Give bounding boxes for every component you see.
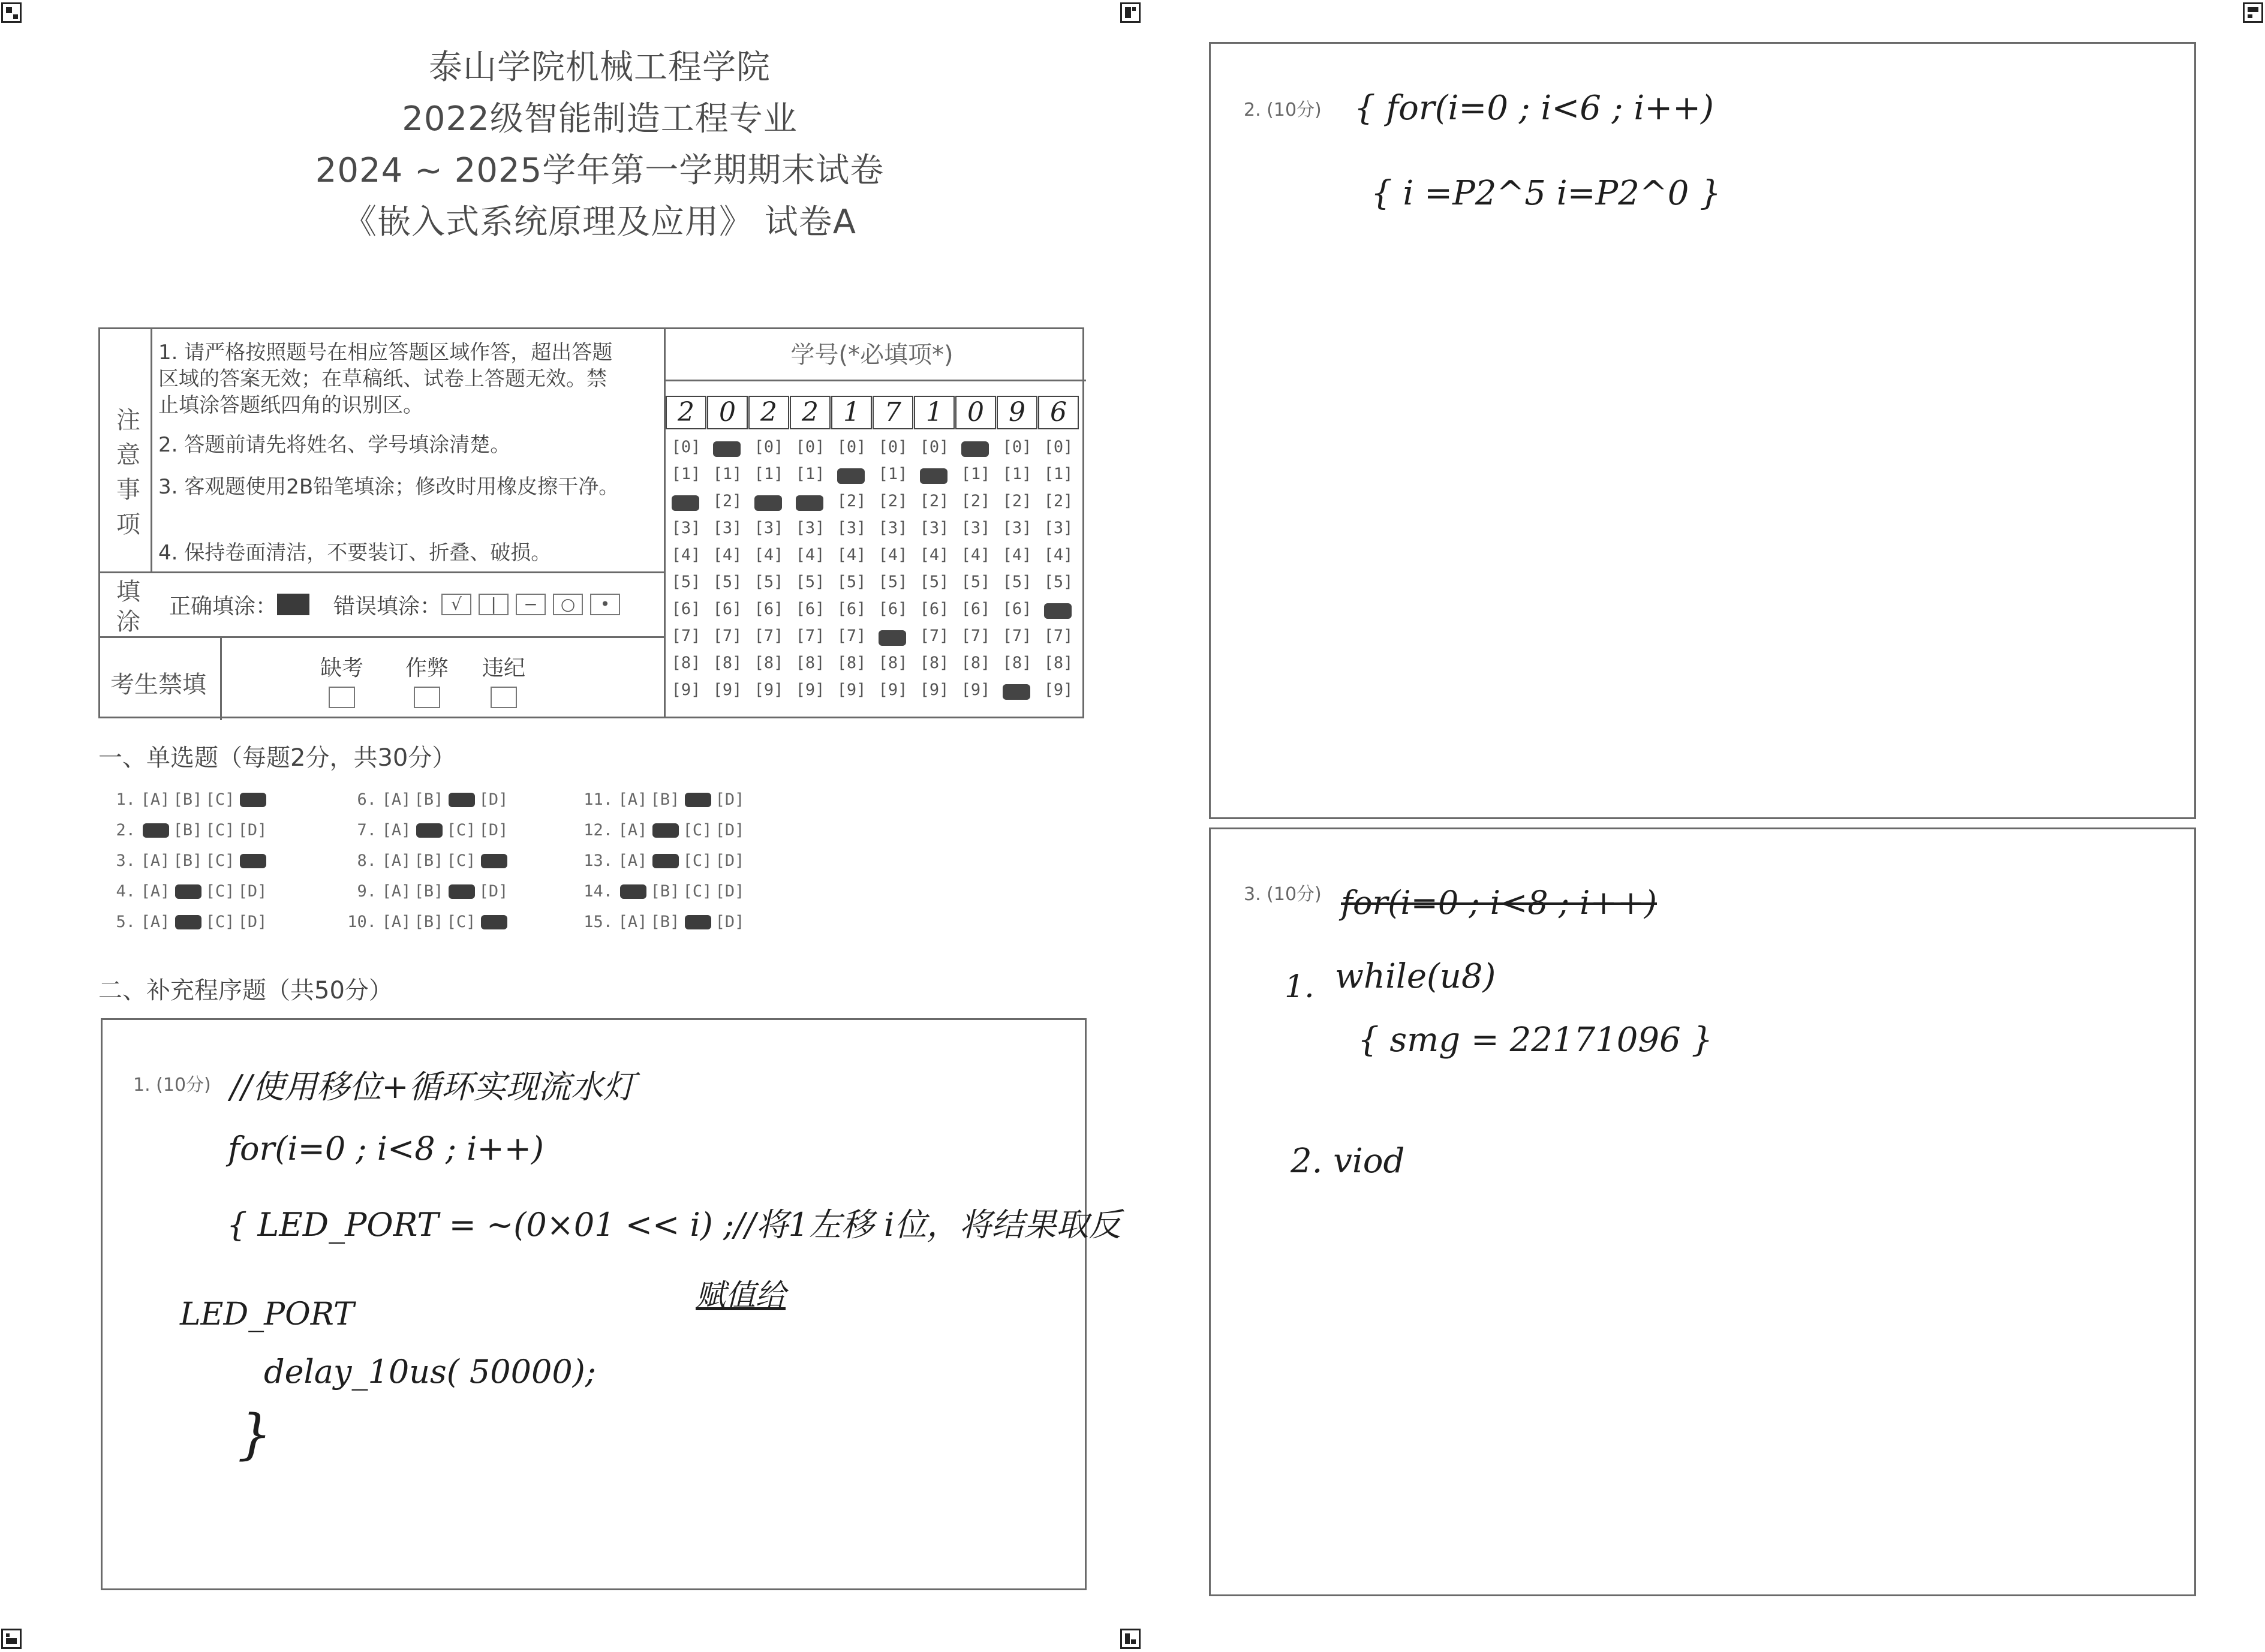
q1-line-4: 赋值给 [696, 1278, 786, 1313]
fill-label: 填涂 [116, 578, 140, 636]
student-id-bubble[interactable]: [7] [961, 627, 991, 645]
student-id-bubble[interactable]: [9] [919, 681, 949, 699]
mc-option-c[interactable] [445, 790, 477, 809]
q3-number: 3. (10分) [1244, 884, 1322, 905]
mc-option-a[interactable]: [A] [140, 851, 170, 870]
student-id-bubble[interactable]: [3] [1043, 519, 1073, 537]
student-id-bubble[interactable]: [1] [1002, 465, 1032, 483]
student-id-bubble[interactable]: [8] [961, 654, 991, 672]
mc-option-d[interactable]: [D] [479, 882, 509, 901]
q2-line-2: { i =P2^5 i=P2^0 } [1371, 174, 1721, 213]
student-id-bubble[interactable]: [9] [1043, 681, 1073, 699]
student-id-bubble[interactable] [831, 465, 872, 483]
answer-box-q2 [1209, 42, 2196, 819]
mc-question-number: 3. [116, 851, 136, 870]
q1-line-5: LED_PORT [180, 1296, 354, 1332]
mc-question-number: 12. [583, 821, 613, 839]
forbid-violation-checkbox[interactable] [491, 687, 517, 708]
q1-line-1: //使用移位+循环实现流水灯 [230, 1068, 636, 1106]
mc-option-c[interactable]: [C] [446, 913, 476, 931]
q2-number: 2. (10分) [1244, 100, 1322, 121]
student-id-bubble[interactable]: [4] [961, 546, 991, 564]
student-id-bubble[interactable] [707, 438, 748, 456]
student-id-bubble[interactable]: [5] [919, 573, 949, 591]
student-id-bubble[interactable] [748, 492, 789, 510]
mc-option-b[interactable] [172, 882, 204, 901]
student-id-bubble[interactable]: [4] [795, 546, 825, 564]
notice-label: 注意事项 [116, 407, 140, 538]
notice-item-4: 4. 保持卷面清洁，不要装订、折叠、破损。 [158, 541, 552, 565]
q1-line-2: for(i=0 ; i<8 ; i++) [228, 1130, 545, 1167]
mc-question [339, 913, 510, 931]
mc-option-c[interactable]: [C] [446, 851, 476, 870]
q1-number: 1. (10分) [133, 1075, 211, 1096]
student-id-bubble[interactable]: [9] [754, 681, 784, 699]
student-id-bubble[interactable]: [0] [754, 438, 784, 456]
mc-option-a[interactable]: [A] [140, 790, 170, 809]
forbid-absent-label: 缺考 [320, 656, 363, 681]
student-id-bubble[interactable]: [7] [754, 627, 784, 645]
mc-option-b[interactable]: [B] [173, 790, 203, 809]
student-id-bubble[interactable]: [0] [671, 438, 701, 456]
mc-option-c[interactable]: [C] [682, 851, 712, 870]
mc-option-c[interactable]: [C] [446, 821, 476, 839]
student-id-bubble[interactable]: [3] [878, 519, 908, 537]
mc-question-number: 8. [357, 851, 377, 870]
student-id-digit-5: 1 [831, 396, 872, 429]
student-id-bubble[interactable]: [5] [1043, 573, 1073, 591]
student-id-bubble[interactable]: [4] [754, 546, 784, 564]
mc-option-d[interactable]: [D] [479, 790, 509, 809]
student-id-bubble[interactable]: [1] [671, 465, 701, 483]
student-id-bubble[interactable]: [6] [1002, 600, 1032, 618]
student-id-bubble[interactable]: [9] [878, 681, 908, 699]
mc-option-c[interactable]: [C] [682, 882, 712, 901]
mc-option-a[interactable]: [A] [381, 913, 411, 931]
mc-question [98, 913, 269, 931]
student-id-bubble[interactable]: [6] [671, 600, 701, 618]
student-id-bubble[interactable]: [4] [1043, 546, 1073, 564]
student-id-bubble[interactable]: [8] [1043, 654, 1073, 672]
mc-question-number: 7. [357, 821, 377, 839]
mc-option-c[interactable]: [C] [205, 882, 235, 901]
student-id-bubble[interactable] [1038, 600, 1079, 618]
student-id-title: 学号(*必填项*) [790, 341, 953, 369]
mc-option-b[interactable]: [B] [650, 790, 680, 809]
student-id-bubble[interactable]: [2] [878, 492, 908, 510]
student-id-bubble[interactable]: [0] [795, 438, 825, 456]
mc-question [576, 851, 746, 870]
fill-wrong-mark-circle: ○ [553, 594, 583, 615]
mc-option-c[interactable]: [C] [205, 790, 235, 809]
student-id-bubble[interactable]: [3] [671, 519, 701, 537]
mc-question-number: 5. [116, 913, 136, 931]
student-id-bubble[interactable]: [7] [795, 627, 825, 645]
student-id-bubble[interactable] [790, 492, 831, 510]
student-id-bubble[interactable]: [3] [712, 519, 742, 537]
student-id-bubble[interactable]: [5] [837, 573, 867, 591]
mc-question [576, 790, 746, 809]
corner-mark-top-left-icon [1, 2, 22, 23]
mc-option-d[interactable]: [D] [237, 821, 267, 839]
mc-option-b[interactable]: [B] [650, 882, 680, 901]
student-id-bubble[interactable]: [2] [712, 492, 742, 510]
mc-option-b[interactable] [413, 821, 445, 839]
student-id-bubble[interactable]: [3] [795, 519, 825, 537]
header-line-3: 2024 ~ 2025学年第一学期期末试卷 [315, 151, 885, 190]
student-id-bubble[interactable]: [1] [754, 465, 784, 483]
fill-correct-label: 正确填涂： [169, 594, 278, 619]
mc-option-b[interactable]: [B] [173, 851, 203, 870]
student-id-bubble[interactable] [955, 438, 996, 456]
forbid-absent[interactable] [312, 651, 372, 708]
mc-option-d[interactable]: [D] [715, 913, 745, 931]
q3-line-2: while(u8) [1335, 957, 1496, 996]
student-id-bubble[interactable]: [9] [795, 681, 825, 699]
student-id-bubble[interactable]: [8] [1002, 654, 1032, 672]
student-id-bubble[interactable] [914, 465, 955, 483]
q3-line-4: 2. viod [1291, 1142, 1405, 1181]
student-id-bubble[interactable]: [8] [837, 654, 867, 672]
header-line-4: 《嵌入式系统原理及应用》 试卷A [342, 203, 857, 242]
student-id-digit-2: 0 [707, 396, 748, 429]
student-id-digit-3: 2 [748, 396, 789, 429]
fill-wrong-mark-bar: | [479, 594, 509, 615]
q1-line-7: } [237, 1403, 272, 1466]
student-id-bubble[interactable]: [5] [878, 573, 908, 591]
mc-question-number: 10. [347, 913, 377, 931]
student-id-bubble[interactable]: [6] [878, 600, 908, 618]
forbid-violation-label: 违纪 [482, 656, 525, 681]
mc-option-c[interactable] [681, 790, 714, 809]
mc-option-d[interactable] [477, 913, 510, 931]
student-id-bubble[interactable]: [7] [1043, 627, 1073, 645]
fill-correct-mark [277, 594, 309, 615]
mc-option-a[interactable]: [A] [618, 821, 648, 839]
student-id-bubble[interactable]: [5] [961, 573, 991, 591]
mc-question [98, 882, 269, 901]
student-id-bubble[interactable]: [1] [878, 465, 908, 483]
q2-line-1: { for(i=0 ; i<6 ; i++) [1354, 89, 1714, 128]
student-id-bubble[interactable]: [5] [754, 573, 784, 591]
notice-item-3: 3. 客观题使用2B铅笔填涂；修改时用橡皮擦干净。 [158, 475, 619, 499]
mc-question-number: 13. [583, 851, 613, 870]
mc-option-d[interactable]: [D] [715, 821, 745, 839]
mc-option-a[interactable]: [A] [618, 913, 648, 931]
fill-wrong-label: 错误填涂： [333, 594, 442, 619]
student-id-bubble[interactable]: [6] [712, 600, 742, 618]
student-id-bubble[interactable]: [9] [837, 681, 867, 699]
student-id-bubble[interactable]: [0] [837, 438, 867, 456]
student-id-bubble[interactable]: [1] [961, 465, 991, 483]
mc-question [339, 851, 510, 870]
student-id-bubble[interactable]: [0] [919, 438, 949, 456]
student-id-bubble[interactable]: [2] [837, 492, 867, 510]
student-id-bubble[interactable]: [4] [1002, 546, 1032, 564]
student-id-bubble[interactable]: [9] [961, 681, 991, 699]
header-line-2: 2022级智能制造工程专业 [402, 100, 798, 139]
student-id-bubble[interactable]: [3] [919, 519, 949, 537]
mc-option-c[interactable]: [C] [682, 821, 712, 839]
mc-option-d[interactable]: [D] [715, 790, 745, 809]
mc-option-a[interactable]: [A] [618, 790, 648, 809]
student-id-bubble[interactable]: [1] [1043, 465, 1073, 483]
student-id-bubble[interactable]: [4] [671, 546, 701, 564]
mc-option-b[interactable]: [B] [414, 882, 444, 901]
mc-option-a[interactable]: [A] [618, 851, 648, 870]
corner-mark-top-middle-icon [1120, 2, 1141, 23]
mc-question [576, 882, 746, 901]
mc-option-d[interactable] [477, 851, 510, 870]
fill-wrong-mark-check: √ [441, 594, 471, 615]
student-id-bubble[interactable]: [0] [1043, 438, 1073, 456]
mc-question-number: 9. [357, 882, 377, 901]
mc-option-a[interactable] [616, 882, 649, 901]
mc-option-d[interactable]: [D] [715, 882, 745, 901]
student-id-bubble[interactable] [997, 681, 1037, 699]
mc-option-b[interactable] [172, 913, 204, 931]
mc-option-c[interactable]: [C] [205, 913, 235, 931]
mc-option-c[interactable] [681, 913, 714, 931]
mc-question-number: 11. [583, 790, 613, 809]
student-id-bubble[interactable]: [3] [1002, 519, 1032, 537]
mc-option-b[interactable]: [B] [414, 790, 444, 809]
mc-option-d[interactable]: [D] [715, 851, 745, 870]
mc-option-a[interactable]: [A] [381, 821, 411, 839]
mc-option-a[interactable]: [A] [140, 913, 170, 931]
forbid-absent-checkbox[interactable] [329, 687, 355, 708]
student-id-bubble[interactable]: [1] [795, 465, 825, 483]
mc-question [98, 821, 269, 839]
fill-example-row [169, 591, 627, 618]
mc-question [339, 790, 510, 809]
mc-option-c[interactable]: [C] [205, 821, 235, 839]
student-id-bubble[interactable]: [8] [671, 654, 701, 672]
mc-option-a[interactable] [139, 821, 172, 839]
student-id-bubble[interactable]: [1] [712, 465, 742, 483]
forbid-cheat-label: 作弊 [405, 656, 449, 681]
forbid-cheat-checkbox[interactable] [414, 687, 440, 708]
student-id-bubble[interactable]: [6] [795, 600, 825, 618]
student-id-bubble[interactable]: [8] [712, 654, 742, 672]
student-id-digit-8: 0 [955, 396, 996, 429]
student-id-digit-7: 1 [914, 396, 955, 429]
mc-question-number: 14. [583, 882, 613, 901]
mc-option-b[interactable] [649, 851, 681, 870]
answer-box-q3 [1209, 827, 2196, 1596]
mc-option-d[interactable]: [D] [237, 882, 267, 901]
mc-option-a[interactable]: [A] [381, 790, 411, 809]
student-id-bubble[interactable]: [8] [754, 654, 784, 672]
student-id-bubble[interactable]: [6] [961, 600, 991, 618]
student-id-bubble[interactable]: [6] [837, 600, 867, 618]
student-id-bubble[interactable]: [4] [919, 546, 949, 564]
mc-option-d[interactable] [236, 790, 269, 809]
fill-wrong-mark-dot: • [590, 594, 620, 615]
forbid-cheat[interactable] [397, 651, 457, 708]
student-id-digit-1: 2 [666, 396, 706, 429]
mc-question [98, 790, 269, 809]
student-id-bubble[interactable]: [6] [754, 600, 784, 618]
student-id-bubble[interactable]: [8] [795, 654, 825, 672]
student-id-bubble[interactable]: [5] [1002, 573, 1032, 591]
mc-question-number: 4. [116, 882, 136, 901]
mc-option-b[interactable]: [B] [173, 821, 203, 839]
student-id-bubble[interactable]: [3] [754, 519, 784, 537]
student-id-bubble[interactable]: [2] [1002, 492, 1032, 510]
q3-line-1-struck: for(i=0 ; i<8 ; i++) [1341, 884, 1658, 922]
forbid-label: 考生禁填 [110, 671, 206, 699]
mc-option-b[interactable] [649, 821, 681, 839]
student-id-bubble[interactable]: [0] [878, 438, 908, 456]
student-id-bubble[interactable]: [5] [795, 573, 825, 591]
mc-option-b[interactable]: [B] [650, 913, 680, 931]
mc-question [98, 851, 269, 870]
student-id-bubble[interactable]: [2] [1043, 492, 1073, 510]
mc-option-d[interactable]: [D] [479, 821, 509, 839]
corner-mark-bottom-middle-icon [1120, 1629, 1141, 1649]
mc-option-c[interactable] [445, 882, 477, 901]
fill-wrong-mark-dash: − [516, 594, 546, 615]
student-id-bubble[interactable]: [6] [919, 600, 949, 618]
mc-option-a[interactable]: [A] [381, 851, 411, 870]
corner-mark-top-right-icon [2243, 2, 2263, 23]
mc-option-b[interactable]: [B] [414, 913, 444, 931]
student-id-bubble[interactable]: [2] [961, 492, 991, 510]
student-id-digit-4: 2 [790, 396, 831, 429]
q3-line-3: { smg = 22171096 } [1358, 1021, 1713, 1060]
student-id-bubble[interactable]: [5] [671, 573, 701, 591]
student-id-bubble[interactable]: [9] [712, 681, 742, 699]
header-line-1: 泰山学院机械工程学院 [429, 48, 771, 87]
student-id-bubble[interactable]: [7] [837, 627, 867, 645]
student-id-bubble[interactable]: [7] [919, 627, 949, 645]
q1-line-3: { LED_PORT = ~(0×01 << i) ;//将1左移 i位，将结果取反 [227, 1206, 1121, 1244]
student-id-digit-9: 9 [997, 396, 1037, 429]
mc-option-d[interactable] [236, 851, 269, 870]
student-id-digit-10: 6 [1038, 396, 1079, 429]
mc-question-number: 15. [583, 913, 613, 931]
mc-option-a[interactable]: [A] [140, 882, 170, 901]
student-id-bubble[interactable]: [8] [878, 654, 908, 672]
mc-question [576, 821, 746, 839]
student-id-digit-6: 7 [873, 396, 913, 429]
student-id-bubble[interactable]: [5] [712, 573, 742, 591]
mc-question [576, 913, 746, 931]
notice-item-2: 2. 答题前请先将姓名、学号填涂清楚。 [158, 433, 511, 457]
student-id-bubble[interactable]: [0] [1002, 438, 1032, 456]
student-id-bubble[interactable]: [3] [961, 519, 991, 537]
corner-mark-bottom-left-icon [1, 1629, 22, 1649]
mc-option-c[interactable]: [C] [205, 851, 235, 870]
mc-question-number: 6. [357, 790, 377, 809]
section2-title: 二、补充程序题（共50分） [98, 977, 393, 1004]
student-id-bubble[interactable]: [7] [1002, 627, 1032, 645]
mc-option-a[interactable]: [A] [381, 882, 411, 901]
section1-title: 一、单选题（每题2分，共30分） [98, 744, 456, 772]
forbid-violation[interactable] [474, 651, 534, 708]
mc-option-b[interactable]: [B] [414, 851, 444, 870]
q1-line-6: delay_10us( 50000); [264, 1353, 596, 1391]
student-id-bubble[interactable]: [7] [712, 627, 742, 645]
student-id-bubble[interactable]: [9] [671, 681, 701, 699]
mc-question [339, 882, 510, 901]
notice-item-1: 1. 请严格按照题号在相应答题区域作答，超出答题区域的答案无效；在草稿纸、试卷上答题无效。禁止填涂答题纸四角的识别区。 [158, 341, 613, 417]
q3-item-1-num: 1. [1285, 969, 1315, 1005]
mc-question-number: 1. [116, 790, 136, 809]
student-id-bubble[interactable]: [8] [919, 654, 949, 672]
student-id-bubble[interactable]: [4] [712, 546, 742, 564]
mc-question [339, 821, 510, 839]
mc-question-number: 2. [116, 821, 136, 839]
mc-option-d[interactable]: [D] [237, 913, 267, 931]
student-id-bubble[interactable]: [3] [837, 519, 867, 537]
student-id-bubble[interactable] [666, 492, 706, 510]
student-id-bubble[interactable]: [4] [837, 546, 867, 564]
student-id-bubble[interactable]: [4] [878, 546, 908, 564]
student-id-bubble[interactable]: [7] [671, 627, 701, 645]
student-id-bubble[interactable]: [2] [919, 492, 949, 510]
student-id-bubble[interactable] [873, 627, 913, 645]
